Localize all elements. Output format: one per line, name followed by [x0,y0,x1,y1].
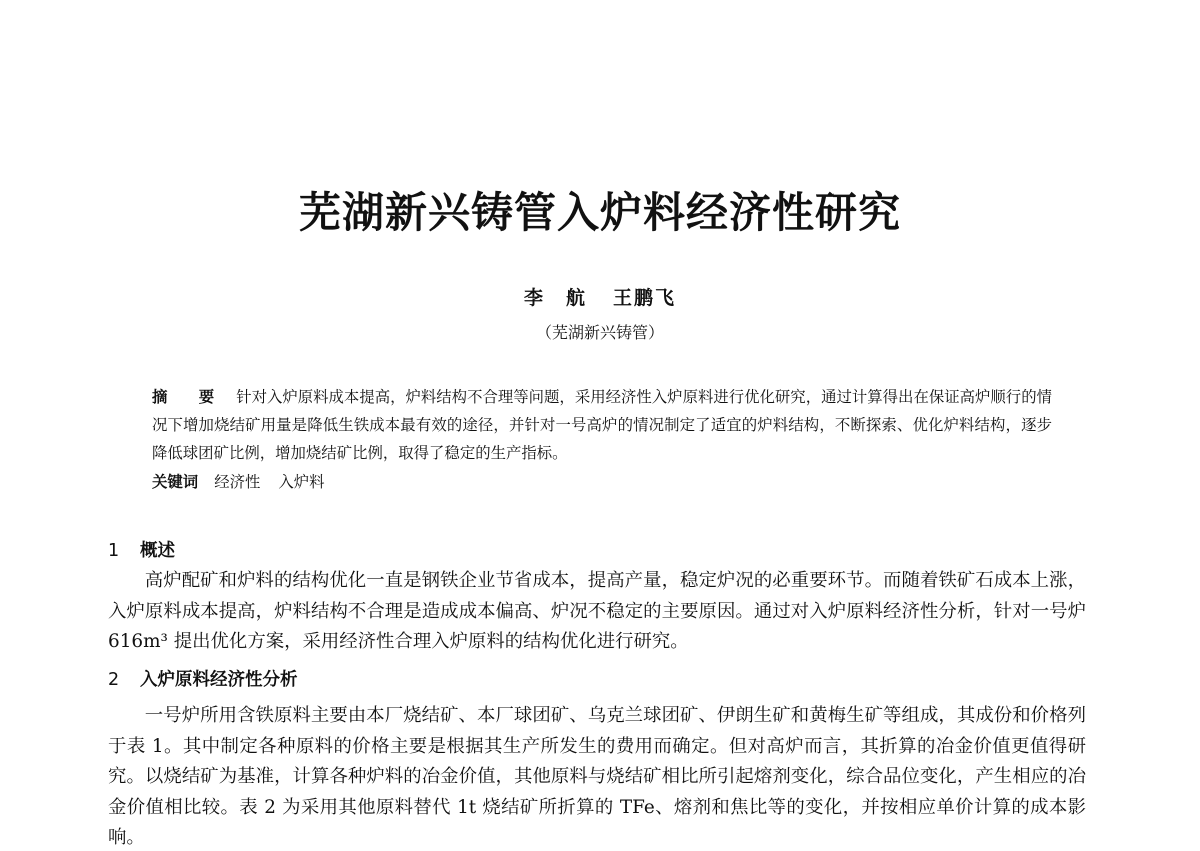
section-heading-1 [108,537,175,562]
abstract-label: 摘 要 [152,388,223,406]
section-1-paragraph: 高炉配矿和炉料的结构优化一直是钢铁企业节省成本，提高产量，稳定炉况的必重要环节。而随着铁矿石成本上涨，入炉原料成本提高，炉料结构不合理是造成成本偏高、炉况不稳定的主要原因。通过对入炉原料经济性分析，针对一号炉 616m³ 提出优化方案，采用经济性合理入炉原料的结构优化进行研究。 [108,570,1086,652]
section-number: 2 [108,670,120,690]
keywords-label: 关键词 [152,473,199,491]
section-title: 入炉原料经济性分析 [140,670,298,690]
author-name: 李 航 [523,287,587,309]
section-2-paragraph: 一号炉所用含铁原料主要由本厂烧结矿、本厂球团矿、乌克兰球团矿、伊朗生矿和黄梅生矿等组成，其成份和价格列于表 1。其中制定各种原料的价格主要是根据其生产所发生的费用而确定。但对高炉而言，其折算的冶金价值更值得研究。以烧结矿为基准，计算各种炉料的冶金价值，其他原料与烧结矿相比所引起熔剂变化，综合品位变化，产生相应的冶金价值相比较。表 2 为采用其他原料替代 1t 烧结矿所折算的 TFe、熔剂和焦比等的变化，并按相应单价计算的成本影响。 [108,705,1086,848]
paper-title: 芜湖新兴铸管入炉料经济性研究 [298,188,901,237]
abstract-block [152,383,1052,467]
keyword: 入炉料 [278,473,325,491]
author-affiliation: （芜湖新兴铸管） [535,323,664,342]
abstract-text: 针对入炉原料成本提高，炉料结构不合理等问题，采用经济性入炉原料进行优化研究，通过计算得出在保证高炉顺行的情况下增加烧结矿用量是降低生铁成本最有效的途径，并针对一号高炉的情况制定了适宜的炉料结构，不断探索、优化炉料结构，逐步降低球团矿比例，增加烧结矿比例，取得了稳定的生产指标。 [152,388,1052,462]
keyword: 经济性 [214,473,261,491]
keywords-block [152,470,325,492]
section-heading-2 [108,666,298,691]
section-title: 概述 [140,541,175,561]
section-number: 1 [108,541,120,561]
author-name: 王鹏飞 [613,287,677,309]
author-list [0,283,1200,310]
